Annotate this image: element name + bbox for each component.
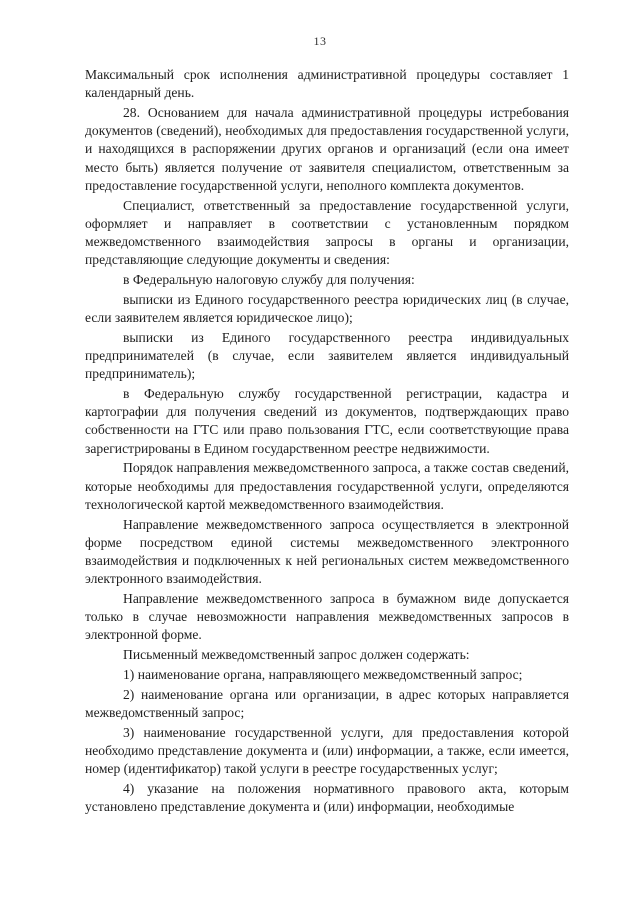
list-item-4: 4) указание на положения нормативного правового акта, которым установлено представление документа и (или) информации, необходимые xyxy=(85,781,569,815)
paragraph-paper-form: Направление межведомственного запроса в бумажном виде допускается только в случае невозможности направления межведомственных запросов в электронной форме. xyxy=(85,591,569,643)
paragraph-tax-service: в Федеральную налоговую службу для получения: xyxy=(123,272,415,288)
paragraph-28-basis: 28. Основанием для начала административной процедуры истребования документов (сведений), необходимых для предоставления государственной услуги, и находящихся в распоряжении других органов и организаций (если она имеет место быть) является получение от заявителя специалистом, ответственным за предоставление государственной услуги, неполного комплекта документов. xyxy=(85,105,569,193)
list-item-2: 2) наименование органа или организации, в адрес которых направляется межведомственный запрос; xyxy=(85,686,569,721)
paragraph-request-contents: Письменный межведомственный запрос должен содержать: xyxy=(123,647,470,663)
list-item-1: 1) наименование органа, направляющего межведомственный запрос; xyxy=(123,667,523,683)
paragraph-request-procedure: Порядок направления межведомственного запроса, а также состав сведений, которые необходимы для предоставления государственной услуги, определяются технологической картой межведомственного взаимодействия. xyxy=(85,460,569,512)
page-number: 13 xyxy=(313,34,327,48)
document-body xyxy=(85,66,569,818)
paragraph-egrul-extract: выписки из Единого государственного реестра юридических лиц (в случае, если заявителем является юридическое лицо); xyxy=(85,291,569,326)
list-item-3: 3) наименование государственной услуги, для предоставления которой необходимо представление документа и (или) информации, а также, если имеется, номер (идентификатор) такой услуги в реестре государственных услуг; xyxy=(85,724,569,777)
paragraph-egrip-extract: выписки из Единого государственного реестра индивидуальных предпринимателей (в случае, если заявителем является индивидуальный предприниматель); xyxy=(85,329,569,382)
paragraph-max-duration: Максимальный срок исполнения административной процедуры составляет 1 календарный день. xyxy=(85,67,569,101)
paragraph-electronic-form: Направление межведомственного запроса осуществляется в электронной форме посредством единой системы межведомственного электронного взаимодействия и подключенных к ней региональных систем межведомственного электронного взаимодействия. xyxy=(85,516,569,587)
paragraph-rosreestr: в Федеральную службу государственной регистрации, кадастра и картографии для получения сведений из документов, подтверждающих право собственности на ГТС или право пользования ГТС, если соответствующие права зарегистрированы в Едином государственном реестре недвижимости. xyxy=(85,386,569,456)
paragraph-specialist-requests: Специалист, ответственный за предоставление государственной услуги, оформляет и направляет в соответствии с установленным порядком межведомственного взаимодействия запросы в органы и организации, представляющие следующие документы и сведения: xyxy=(85,197,569,268)
